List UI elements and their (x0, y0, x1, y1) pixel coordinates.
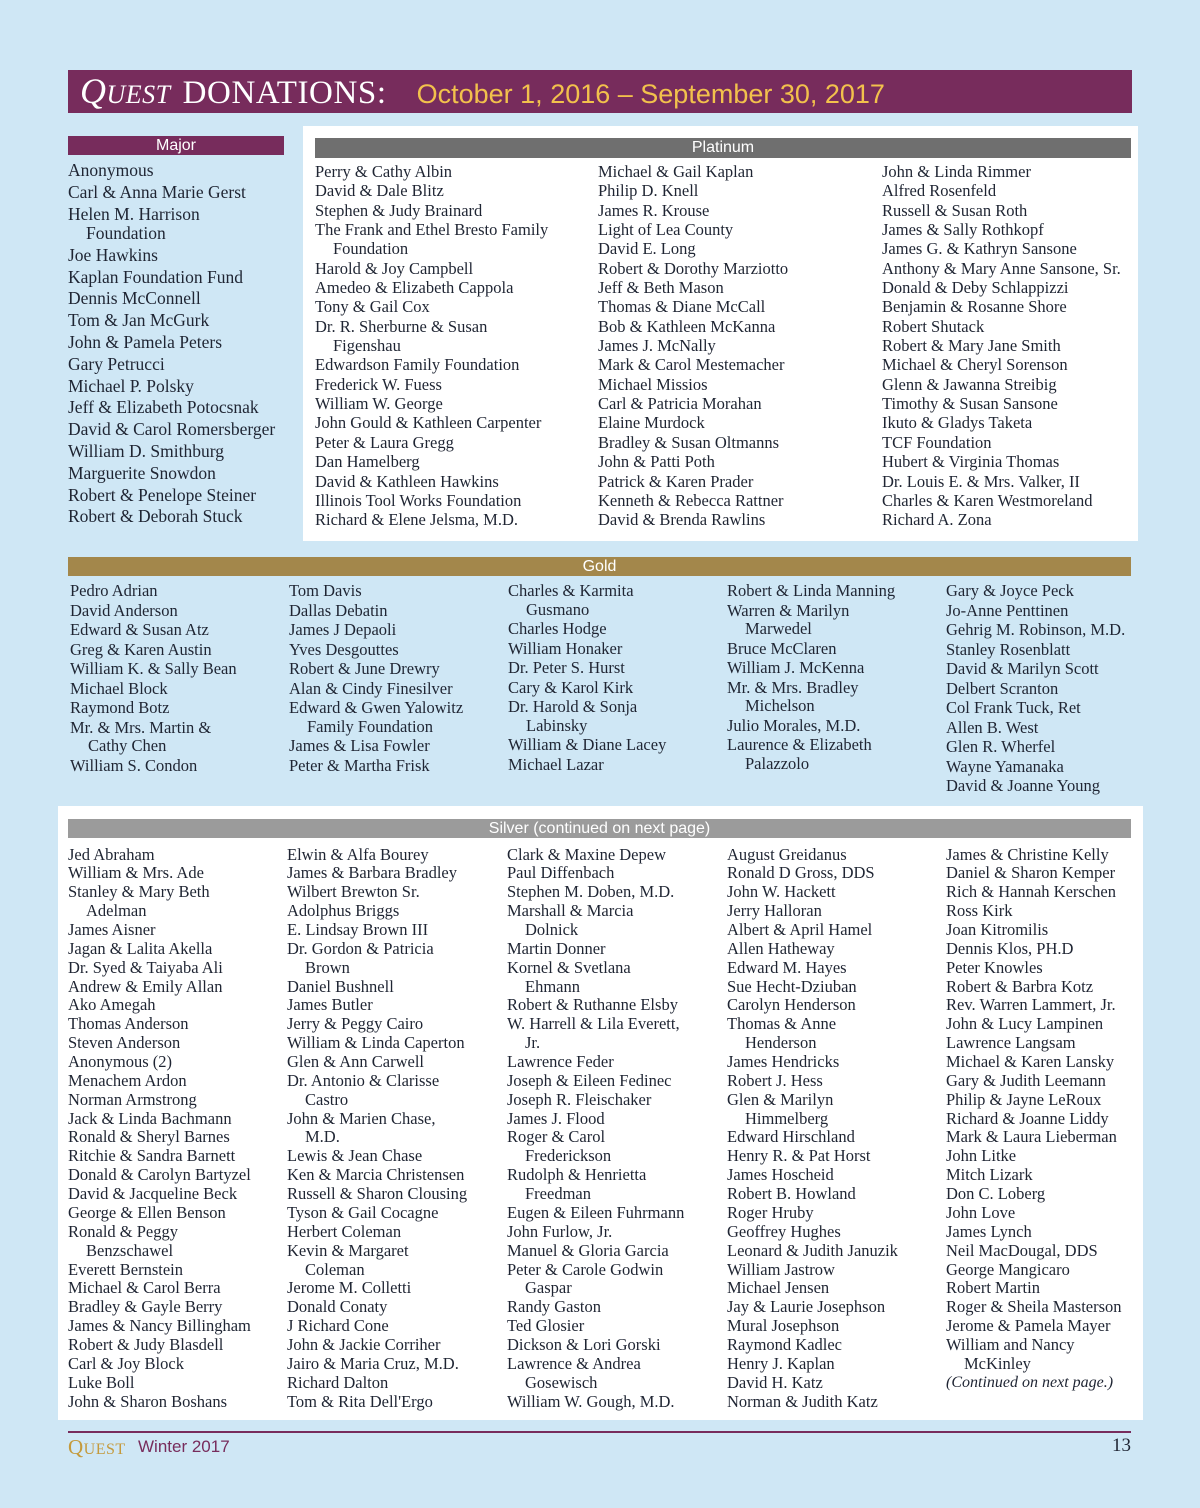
donor-name: Carl & Anna Marie Gerst (68, 181, 246, 202)
donor-name: James R. Krouse (598, 200, 710, 220)
donor-name: Mark & Laura Lieberman (946, 1127, 1117, 1147)
donor-list-major (68, 161, 275, 529)
donor-name: Kevin & Margaret Coleman (287, 1240, 409, 1279)
donor-name: Wayne Yamanaka (946, 756, 1064, 776)
donor-name: Dr. Gordon & Patricia Brown (287, 938, 434, 977)
donor-name: Mark & Carol Mestemacher (598, 355, 785, 375)
donor-name: Helen M. Harrison Foundation (68, 203, 200, 244)
donor-name: Mr. & Mrs. Bradley Michelson (727, 677, 859, 715)
donor-name: William W. George (315, 394, 443, 414)
donor-name: J Richard Cone (287, 1316, 389, 1336)
donor-name: Norman Armstrong (68, 1089, 197, 1109)
donor-name: Michael & Gail Kaplan (598, 162, 754, 181)
donor-name: August Greidanus (727, 844, 847, 864)
section-bar-major: Major (68, 136, 284, 155)
donor-name: Ako Amegah (68, 995, 156, 1015)
donor-name: Kornel & Svetlana Ehmann (507, 957, 631, 996)
donor-name: James & Barbara Bradley (287, 863, 457, 883)
donor-name: Robert J. Hess (727, 1070, 823, 1090)
donor-name: Edward & Susan Atz (70, 620, 209, 639)
donor-name: Tyson & Gail Cocagne (287, 1202, 439, 1222)
donor-name: Joan Kitromilis (946, 920, 1049, 940)
donor-name: Jeff & Beth Mason (598, 278, 724, 298)
donor-name: Harold & Joy Campbell (315, 258, 474, 278)
donor-name: W. Harrell & Lila Everett, Jr. (507, 1014, 680, 1053)
donor-name: Richard & Joanne Liddy (946, 1108, 1109, 1128)
donor-name: Laurence & Elizabeth Palazzolo (727, 735, 872, 773)
donor-name: Hubert & Virginia Thomas (882, 452, 1060, 472)
donor-name: John & Sharon Boshans (68, 1391, 228, 1411)
donor-name: Dennis Klos, PH.D (946, 938, 1074, 958)
donor-name: Tom & Rita Dell'Ergo (287, 1391, 433, 1411)
page-header-title-row (80, 70, 885, 113)
donor-name: Timothy & Susan Sansone (882, 394, 1058, 414)
donor-name: James J Depaoli (289, 620, 397, 639)
donor-name: Alan & Cindy Finesilver (289, 678, 453, 698)
donor-name: Luke Boll (68, 1372, 135, 1392)
donor-name: Jerome M. Colletti (287, 1278, 412, 1298)
donor-name: Donald Conaty (287, 1297, 388, 1317)
section-bar-platinum: Platinum (315, 138, 1131, 158)
donor-name: Joseph & Eileen Fedinec (507, 1070, 672, 1090)
donor-name: William and Nancy McKinley (946, 1334, 1075, 1373)
donor-name: Tony & Gail Cox (315, 297, 430, 317)
donor-name: Henry R. & Pat Horst (727, 1146, 871, 1166)
donor-list-platinum-col-3 (882, 162, 1121, 530)
donor-name: John Furlow, Jr. (507, 1221, 613, 1241)
donor-name: Daniel & Sharon Kemper (946, 863, 1116, 883)
donor-name: John & Jackie Corriher (287, 1334, 441, 1354)
donor-name: Dr. Antonio & Clarisse Castro (287, 1070, 440, 1109)
donor-name: William D. Smithburg (68, 441, 224, 462)
donor-list-silver-col-1 (68, 846, 251, 1412)
donor-list-gold-col-4 (727, 582, 895, 774)
donor-name: Gehrig M. Robinson, M.D. (946, 620, 1126, 639)
donor-name: Anthony & Mary Anne Sansone, Sr. (882, 258, 1121, 278)
donor-name: David & Kathleen Hawkins (315, 471, 499, 491)
donor-name: Rev. Warren Lammert, Jr. (946, 995, 1116, 1015)
donor-name: Carl & Patricia Morahan (598, 394, 762, 414)
donor-name: Richard A. Zona (882, 510, 992, 530)
donor-name: Michael Block (70, 678, 168, 698)
donor-name: Paul Diffenbach (507, 863, 615, 883)
donor-name: Gary & Judith Leemann (946, 1070, 1106, 1090)
donor-name: Dr. R. Sherburne & Susan Figenshau (315, 316, 488, 356)
donor-list-silver-col-5-wrapper (946, 846, 1122, 1393)
donor-list-gold-col-2 (289, 582, 463, 776)
donor-name: Robert & Barbra Kotz (946, 976, 1094, 996)
donor-name: Richard & Elene Jelsma, M.D. (315, 510, 518, 530)
donor-name: Jerry & Peggy Cairo (287, 1014, 424, 1034)
donor-name: Adolphus Briggs (287, 901, 400, 921)
donor-name: Tom & Jan McGurk (68, 310, 210, 331)
page-title: DONATIONS: (182, 75, 387, 111)
donor-name: Gary Petrucci (68, 353, 165, 374)
donor-name: Ted Glosier (507, 1316, 585, 1336)
donor-name: Kaplan Foundation Fund (68, 266, 243, 287)
donor-name: David E. Long (598, 239, 696, 259)
donor-name: Jerry Halloran (727, 901, 822, 921)
donor-name: Peter Knowles (946, 957, 1043, 977)
donor-name: Michael Missios (598, 374, 708, 394)
donor-name: Delbert Scranton (946, 678, 1059, 698)
footer-divider (68, 1431, 1131, 1433)
donor-name: Bruce McClaren (727, 638, 837, 658)
donor-name: Martin Donner (507, 938, 606, 958)
donor-name: Peter & Carole Godwin Gaspar (507, 1259, 664, 1298)
donor-name: William & Mrs. Ade (68, 863, 204, 883)
donor-name: Philip D. Knell (598, 181, 699, 201)
donor-name: Jed Abraham (68, 844, 155, 864)
donor-name: Geoffrey Hughes (727, 1221, 841, 1241)
donor-name: Edward Hirschland (727, 1127, 855, 1147)
donor-name: John & Linda Rimmer (882, 162, 1031, 181)
donor-name: Gary & Joyce Peck (946, 581, 1074, 600)
donor-name: Col Frank Tuck, Ret (946, 698, 1081, 717)
donor-name: James Lynch (946, 1221, 1032, 1241)
donor-name: Alfred Rosenfeld (882, 181, 997, 201)
donor-name: George Mangicaro (946, 1259, 1070, 1279)
donor-name: Illinois Tool Works Foundation (315, 490, 522, 510)
donor-name: Charles Hodge (508, 619, 607, 638)
donor-name: John & Pamela Peters (68, 332, 223, 353)
donor-name: Robert & Penelope Steiner (68, 484, 257, 505)
donor-name: Stephen M. Doben, M.D. (507, 882, 675, 902)
donor-name: Dan Hamelberg (315, 452, 420, 472)
donor-name: Benjamin & Rosanne Shore (882, 297, 1067, 317)
donor-name: James Butler (287, 995, 373, 1015)
donor-name: Bradley & Susan Oltmanns (598, 432, 780, 452)
donor-name: Light of Lea County (598, 220, 734, 240)
donor-name: Frederick W. Fuess (315, 374, 442, 394)
donor-name: Randy Gaston (507, 1297, 601, 1317)
donor-name: Jeff & Elizabeth Potocsnak (68, 397, 259, 418)
donor-name: Elwin & Alfa Bourey (287, 844, 429, 864)
donor-name: Jo-Anne Penttinen (946, 600, 1069, 620)
donor-name: Clark & Maxine Depew (507, 844, 666, 864)
donor-name: James J. McNally (598, 336, 716, 356)
donor-name: Rich & Hannah Kerschen (946, 882, 1116, 902)
section-bar-silver: Silver (continued on next page) (68, 819, 1131, 838)
donor-name: Michael & Carol Berra (68, 1278, 221, 1298)
donor-name: Carolyn Henderson (727, 995, 856, 1015)
donor-name: John W. Hackett (727, 882, 836, 902)
donor-name: Charles & Karmita Gusmano (508, 581, 634, 619)
donor-list-gold-col-3 (508, 582, 666, 775)
donor-name: Elaine Murdock (598, 413, 705, 433)
donor-name: Lawrence Feder (507, 1052, 614, 1072)
donor-name: Manuel & Gloria Garcia (507, 1240, 669, 1260)
donor-name: Dr. Harold & Sonja Labinsky (508, 697, 638, 735)
donor-name: Dr. Syed & Taiyaba Ali (68, 957, 223, 977)
donor-name: David & Dale Blitz (315, 181, 444, 201)
donor-name: Peter & Laura Gregg (315, 432, 454, 452)
donor-name: Jack & Linda Bachmann (68, 1108, 232, 1128)
donor-name: Edward & Gwen Yalowitz Family Foundation (289, 698, 464, 736)
donor-name: Pedro Adrian (70, 581, 158, 600)
donor-name: Menachem Ardon (68, 1070, 187, 1090)
donor-name: Marshall & Marcia Dolnick (507, 901, 634, 940)
donor-name: E. Lindsay Brown III (287, 920, 429, 940)
donor-name: Robert & Linda Manning (727, 581, 896, 600)
donor-name: Marguerite Snowdon (68, 462, 216, 483)
donor-name: Jerome & Pamela Mayer (946, 1316, 1111, 1336)
donor-name: Stanley & Mary Beth Adelman (68, 882, 210, 921)
donor-name: Andrew & Emily Allan (68, 976, 223, 996)
donor-name: Glen & Marilyn Himmelberg (727, 1089, 834, 1128)
donor-name: Tom Davis (289, 581, 362, 600)
donor-name: James G. & Kathryn Sansone (882, 239, 1077, 259)
section-bar-gold: Gold (68, 557, 1131, 576)
donor-name: William & Diane Lacey (508, 735, 667, 754)
donor-name: Peter & Martha Frisk (289, 755, 430, 775)
donor-name: James Hendricks (727, 1052, 840, 1072)
donor-name: James Aisner (68, 920, 156, 940)
donor-name: Ken & Marcia Christensen (287, 1165, 465, 1185)
donor-name: David & Carol Romersberger (68, 419, 276, 440)
donor-name: Carl & Joy Block (68, 1353, 184, 1373)
donor-name: Don C. Loberg (946, 1184, 1046, 1204)
donor-name: John Gould & Kathleen Carpenter (315, 413, 542, 433)
donor-name: Dr. Peter S. Hurst (508, 658, 625, 677)
donor-name: Amedeo & Elizabeth Cappola (315, 278, 514, 298)
donor-list-gold-col-5 (946, 582, 1125, 797)
donor-name: Wilbert Brewton Sr. (287, 882, 420, 902)
donor-name: Russell & Susan Roth (882, 200, 1028, 220)
donor-name: Mural Josephson (727, 1316, 840, 1336)
donor-name: Robert & Dorothy Marziotto (598, 258, 789, 278)
donor-name: Dennis McConnell (68, 288, 201, 309)
donor-name: Robert Shutack (882, 316, 985, 336)
donor-name: Thomas & Diane McCall (598, 297, 766, 317)
donor-name: Norman & Judith Katz (727, 1391, 878, 1411)
donor-name: Anonymous (68, 160, 154, 180)
donor-name: Donald & Carolyn Bartyzel (68, 1165, 251, 1185)
donor-name: Cary & Karol Kirk (508, 677, 634, 697)
donor-name: Jagan & Lalita Akella (68, 938, 213, 958)
donor-name: William S. Condon (70, 755, 198, 775)
donor-name: Robert & Deborah Stuck (68, 506, 243, 527)
donor-name: Allen Hatheway (727, 938, 835, 958)
donor-list-platinum-col-1 (315, 162, 548, 530)
donor-name: Roger Hruby (727, 1202, 814, 1222)
donor-name: James J. Flood (507, 1108, 605, 1128)
donor-name: Raymond Kadlec (727, 1334, 843, 1354)
donor-name: George & Ellen Benson (68, 1202, 226, 1222)
donor-name: David & Joanne Young (946, 776, 1101, 795)
donor-name: Michael & Cheryl Sorenson (882, 355, 1068, 375)
donor-name: Philip & Jayne LeRoux (946, 1089, 1102, 1109)
donor-name: Perry & Cathy Albin (315, 162, 453, 181)
donor-name: Stephen & Judy Brainard (315, 200, 483, 220)
continued-note: (Continued on next page.) (946, 1373, 1114, 1391)
donor-name: Michael Jensen (727, 1278, 830, 1298)
page-header (68, 70, 1132, 113)
donor-name: James & Christine Kelly (946, 844, 1109, 864)
donor-name: David & Marilyn Scott (946, 659, 1099, 678)
donor-name: Ikuto & Gladys Taketa (882, 413, 1033, 433)
donor-name: Yves Desgouttes (289, 639, 399, 659)
donor-name: Greg & Karen Austin (70, 639, 212, 659)
donor-name: Albert & April Hamel (727, 920, 873, 940)
donor-list-silver-col-3 (507, 846, 684, 1412)
donor-name: Dickson & Lori Gorski (507, 1334, 661, 1354)
donor-name: Robert & Ruthanne Elsby (507, 995, 678, 1015)
donor-name: Bradley & Gayle Berry (68, 1297, 223, 1317)
donor-name: Michael & Karen Lansky (946, 1052, 1115, 1072)
donor-name: John Litke (946, 1146, 1017, 1166)
donor-name: Glenn & Jawanna Streibig (882, 374, 1057, 394)
donor-list-platinum-col-2 (598, 162, 788, 530)
donor-name: Robert & Mary Jane Smith (882, 336, 1061, 356)
donor-name: Anonymous (2) (68, 1052, 173, 1072)
donor-name: Warren & Marilyn Marwedel (727, 600, 850, 638)
donor-name: Mr. & Mrs. Martin & Cathy Chen (70, 717, 212, 755)
donor-name: Mitch Lizark (946, 1165, 1033, 1185)
donor-name: The Frank and Ethel Bresto Family Foundation (315, 220, 549, 259)
donor-name: Roger & Sheila Masterson (946, 1297, 1122, 1317)
donor-name: James & Nancy Billingham (68, 1316, 251, 1336)
donor-name: John Love (946, 1202, 1016, 1222)
donor-name: Russell & Sharon Clousing (287, 1184, 468, 1204)
donor-name: TCF Foundation (882, 432, 992, 452)
donor-name: Bob & Kathleen McKanna (598, 316, 776, 336)
donor-list-silver-col-4 (727, 846, 898, 1412)
donor-name: William Honaker (508, 638, 623, 658)
donor-name: Eugen & Eileen Fuhrmann (507, 1202, 685, 1222)
donor-name: William J. McKenna (727, 658, 865, 677)
donor-name: Joe Hawkins (68, 244, 158, 265)
donor-name: John & Lucy Lampinen (946, 1014, 1104, 1034)
donor-name: David & Brenda Rawlins (598, 510, 766, 530)
donor-name: John & Marien Chase, M.D. (287, 1108, 436, 1147)
donor-name: Charles & Karen Westmoreland (882, 490, 1093, 510)
donor-name: Leonard & Judith Januzik (727, 1240, 898, 1260)
donor-name: Robert & June Drewry (289, 659, 440, 678)
donor-name: Neil MacDougal, DDS (946, 1240, 1098, 1260)
donor-name: Lawrence & Andrea Gosewisch (507, 1353, 641, 1392)
donor-name: David & Jacqueline Beck (68, 1184, 238, 1204)
donor-name: Raymond Botz (70, 698, 170, 717)
donor-name: Sue Hecht-Dziuban (727, 976, 857, 996)
donor-name: William W. Gough, M.D. (507, 1391, 675, 1411)
donor-name: William & Linda Caperton (287, 1033, 465, 1053)
donor-name: Henry J. Kaplan (727, 1353, 835, 1373)
donor-name: Joseph R. Fleischaker (507, 1089, 652, 1109)
brand-wordmark: QUEST (80, 71, 171, 111)
donor-name: Edwardson Family Foundation (315, 355, 520, 375)
donor-name: Patrick & Karen Prader (598, 471, 754, 491)
donor-name: David H. Katz (727, 1372, 823, 1392)
donor-name: Glen & Ann Carwell (287, 1052, 425, 1072)
donor-name: James Hoscheid (727, 1165, 834, 1185)
donor-list-silver-col-2 (287, 846, 467, 1412)
donor-name: Dallas Debatin (289, 600, 388, 620)
donor-name: Ronald & Peggy Benzschawel (68, 1221, 178, 1260)
donor-name: Dr. Louis E. & Mrs. Valker, II (882, 471, 1080, 491)
donor-name: Edward M. Hayes (727, 957, 847, 977)
donor-name: Ritchie & Sandra Barnett (68, 1146, 236, 1166)
donor-name: Michael P. Polsky (68, 375, 194, 396)
donor-name: Kenneth & Rebecca Rattner (598, 490, 784, 510)
donor-list-gold-col-1 (70, 582, 237, 776)
donor-name: James & Sally Rothkopf (882, 220, 1044, 240)
donor-name: Ronald D Gross, DDS (727, 863, 875, 883)
donor-name: John & Patti Poth (598, 452, 715, 472)
donor-list-silver-col-5 (946, 846, 1122, 1374)
donor-name: Everett Bernstein (68, 1259, 184, 1279)
donor-name: Richard Dalton (287, 1372, 389, 1392)
donor-name: Daniel Bushnell (287, 976, 394, 996)
page-number: 13 (1112, 1435, 1131, 1456)
donor-name: Glen R. Wherfel (946, 737, 1056, 756)
donor-name: Jay & Laurie Josephson (727, 1297, 886, 1317)
footer-issue-label: Winter 2017 (138, 1437, 230, 1456)
donor-name: Lewis & Jean Chase (287, 1146, 423, 1166)
donor-name: Thomas & Anne Henderson (727, 1014, 837, 1053)
donor-name: Donald & Deby Schlappizzi (882, 278, 1069, 298)
donor-name: Michael Lazar (508, 754, 604, 774)
donor-name: Robert B. Howland (727, 1184, 856, 1204)
donor-name: Herbert Coleman (287, 1221, 402, 1241)
donor-name: Rudolph & Henrietta Freedman (507, 1165, 647, 1204)
donor-name: William K. & Sally Bean (70, 659, 237, 678)
donor-name: Ross Kirk (946, 901, 1013, 921)
donor-name: Allen B. West (946, 717, 1039, 737)
footer-brand-wordmark: QUEST (68, 1435, 126, 1459)
donor-name: Stanley Rosenblatt (946, 639, 1071, 659)
donor-name: Robert Martin (946, 1278, 1040, 1298)
donor-name: David Anderson (70, 600, 178, 620)
date-range: October 1, 2016 – September 30, 2017 (416, 79, 885, 109)
donor-name: Robert & Judy Blasdell (68, 1334, 224, 1354)
donor-name: Roger & Carol Frederickson (507, 1127, 612, 1166)
donor-name: Steven Anderson (68, 1033, 181, 1053)
donor-name: William Jastrow (727, 1259, 835, 1279)
donor-name: Ronald & Sheryl Barnes (68, 1127, 230, 1147)
donor-name: Julio Morales, M.D. (727, 715, 861, 735)
donor-name: James & Lisa Fowler (289, 736, 430, 755)
donor-name: Jairo & Maria Cruz, M.D. (287, 1353, 459, 1373)
donor-name: Thomas Anderson (68, 1014, 189, 1034)
donor-name: Lawrence Langsam (946, 1033, 1076, 1053)
